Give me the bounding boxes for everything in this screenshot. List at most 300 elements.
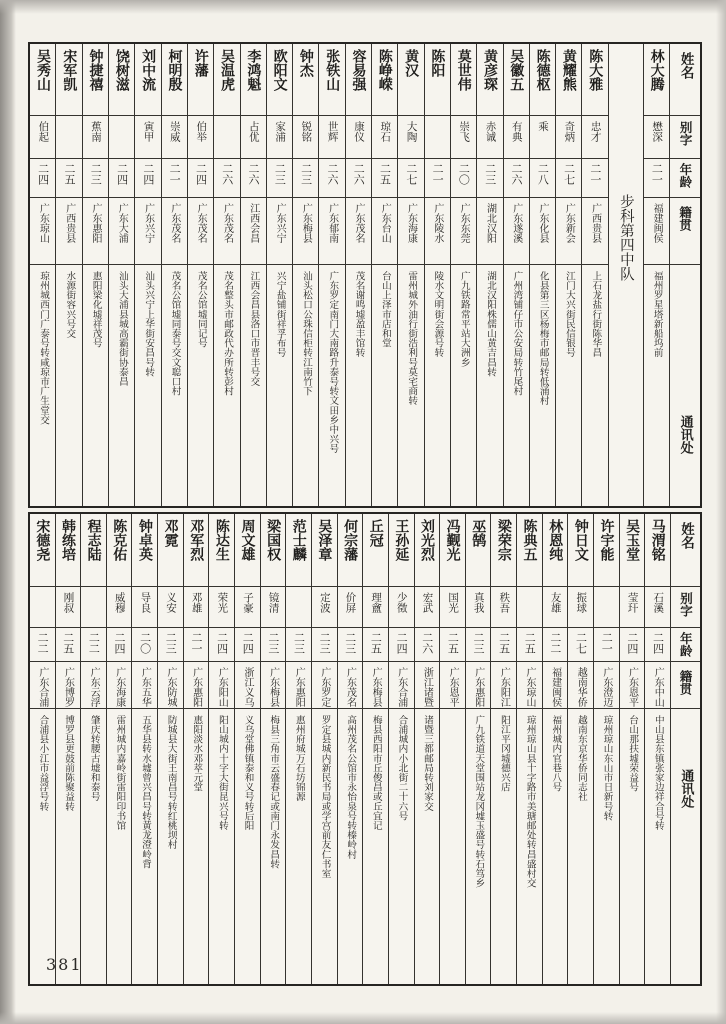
person-age-text: 二五 (62, 163, 76, 185)
person-column (131, 514, 157, 984)
person-origin-text: 浙江义乌 (241, 667, 253, 707)
person-name-text: 邓军烈 (188, 519, 205, 561)
person-origin (56, 662, 81, 709)
person-origin-text: 广东澄迈 (600, 667, 612, 707)
person-origin-text: 广东罗定 (318, 667, 330, 707)
person-address (132, 709, 157, 984)
person-origin (81, 662, 106, 709)
person-origin (162, 198, 187, 265)
person-address-text: 阳江平冈墟德兴店 (498, 715, 510, 792)
person-age-text: 二四 (651, 632, 665, 654)
person-origin (319, 198, 344, 265)
person-age-text: 二六 (247, 163, 261, 185)
person-alias (286, 587, 311, 628)
person-alias-text: 定波 (318, 592, 331, 613)
person-address (162, 265, 187, 506)
header-cell-age (670, 159, 700, 198)
header-cell-alias-text: 别字 (678, 592, 694, 617)
person-age (241, 159, 266, 198)
person-address-text: 合浦城内小北街二十六号 (396, 715, 408, 821)
person-name (556, 44, 581, 116)
person-address-text: 罗定县城内新民书局或学宫前友仁书室 (319, 715, 331, 879)
person-address (582, 265, 607, 506)
person-column (292, 44, 318, 506)
person-name-text: 巫鹄 (470, 519, 487, 547)
person-address-text: 惠州府城万石坊锦源 (293, 715, 305, 802)
person-age (109, 159, 134, 198)
person-name (184, 514, 209, 587)
person-age (543, 628, 568, 662)
person-alias-text: 宏武 (421, 592, 434, 613)
person-address-text: 中山县东镇张家边祥合号转 (652, 715, 664, 831)
person-address (346, 265, 371, 506)
person-origin (30, 198, 55, 265)
person-origin (338, 662, 363, 709)
person-age (56, 159, 81, 198)
person-age (389, 628, 414, 662)
person-origin (517, 662, 542, 709)
person-name-text: 丘冠 (367, 519, 384, 547)
person-address (504, 265, 529, 506)
person-origin-text: 福建闽侯 (549, 667, 561, 707)
person-age-text: 二六 (220, 163, 234, 185)
person-column (82, 44, 108, 506)
scan-edge-shadow-bottom (0, 1012, 726, 1024)
person-name (568, 514, 593, 587)
person-origin (645, 662, 670, 709)
header-column (669, 44, 700, 506)
person-origin-text: 广东遂溪 (510, 203, 522, 243)
person-name-text: 莫世伟 (455, 49, 472, 91)
person-address-text: 上石龙盐行街陈华昌 (590, 271, 602, 358)
person-age (135, 159, 160, 198)
person-origin (109, 198, 134, 265)
person-alias (209, 587, 234, 628)
person-alias (319, 116, 344, 159)
person-age-text: 二四 (241, 632, 255, 654)
person-name-text: 宋军凯 (61, 49, 78, 91)
person-name-text: 王孙延 (393, 519, 410, 561)
person-origin-text: 湖北汉阳 (484, 203, 496, 243)
person-name-text: 邓霓 (162, 519, 179, 547)
person-origin-text: 广西贵县 (63, 203, 75, 243)
person-origin (312, 662, 337, 709)
person-age-text: 二四 (194, 163, 208, 185)
person-origin (209, 662, 234, 709)
person-alias (363, 587, 388, 628)
person-name-text: 钟捷禧 (87, 49, 104, 91)
person-alias-text: 崇飞 (458, 121, 471, 142)
person-origin (267, 198, 292, 265)
person-alias-text: 友雄 (549, 592, 562, 613)
person-origin (451, 198, 476, 265)
person-address-text: 惠阳淡水邓萃元堂 (191, 715, 203, 792)
person-age (517, 628, 542, 662)
person-origin-text: 广东惠阳 (472, 667, 484, 707)
person-age-text: 二一 (431, 163, 445, 185)
person-column (157, 514, 183, 984)
person-address (241, 265, 266, 506)
person-address (56, 709, 81, 984)
person-name-text: 陈克佑 (111, 519, 128, 561)
person-age (209, 628, 234, 662)
person-name (135, 44, 160, 116)
person-origin (425, 198, 450, 265)
person-age (132, 628, 157, 662)
person-column (503, 44, 529, 506)
person-column (490, 514, 516, 984)
person-name (466, 514, 491, 587)
person-name (261, 514, 286, 587)
person-age (451, 159, 476, 198)
person-origin (466, 662, 491, 709)
person-origin-text: 广东恩平 (626, 667, 638, 707)
person-address-text: 琼州城西门广泰号转咸琼市广生堂交 (38, 271, 50, 425)
person-origin-text: 广东琼山 (523, 667, 535, 707)
person-age-text: 二六 (325, 163, 339, 185)
person-origin (241, 198, 266, 265)
person-origin-text: 广东阳山 (216, 667, 228, 707)
person-address (83, 265, 108, 506)
person-age (568, 628, 593, 662)
header-cell-age (671, 628, 700, 662)
person-alias-text: 家浦 (274, 121, 287, 142)
person-name-text: 何宗藩 (342, 519, 359, 561)
person-age-text: 二八 (536, 163, 550, 185)
person-address-text: 茂名谢鸣墟盈丰馆转 (353, 271, 365, 358)
person-name-text: 周文雄 (239, 519, 256, 561)
person-column (234, 514, 260, 984)
person-name (517, 514, 542, 587)
person-alias (398, 116, 423, 159)
person-origin-text: 广东台山 (379, 203, 391, 243)
person-name (346, 44, 371, 116)
person-column (643, 44, 669, 506)
person-address (214, 265, 239, 506)
person-alias-text: 镜清 (267, 592, 280, 613)
person-alias-text: 大陶 (405, 121, 418, 142)
person-alias (568, 587, 593, 628)
person-address (556, 265, 581, 506)
person-age (372, 159, 397, 198)
person-address-text: 雷州城内嘉岭街雷阳印书馆 (114, 715, 126, 831)
person-address (389, 709, 414, 984)
person-name-text: 许藩 (192, 49, 209, 77)
person-address-text: 茂名公馆墟同记号 (195, 271, 207, 348)
person-age-text: 二四 (625, 632, 639, 654)
person-alias (241, 116, 266, 159)
person-address-text: 梅县西阳市丘俊昌或丘宜记 (370, 715, 382, 831)
person-age (261, 628, 286, 662)
person-column (213, 44, 239, 506)
person-column (567, 514, 593, 984)
person-alias-text: 康仪 (352, 121, 365, 142)
person-column (371, 44, 397, 506)
person-origin (346, 198, 371, 265)
person-alias (543, 587, 568, 628)
person-name-text: 张铁山 (324, 49, 341, 91)
person-address (372, 265, 397, 506)
person-address (188, 265, 213, 506)
person-alias (135, 116, 160, 159)
person-alias-text: 琼石 (379, 121, 392, 142)
person-alias (477, 116, 502, 159)
person-address-text: 兴宁盐铺街祥孚布号 (274, 271, 286, 358)
person-origin-text: 广东梅县 (267, 667, 279, 707)
person-age-text: 二一 (168, 163, 182, 185)
person-origin (184, 662, 209, 709)
person-origin-text: 广东郁南 (326, 203, 338, 243)
person-name (319, 44, 344, 116)
person-name (56, 44, 81, 116)
scan-edge-shadow-left (0, 0, 16, 1024)
person-name (293, 44, 318, 116)
person-origin (415, 662, 440, 709)
header-cell-alias (670, 116, 700, 159)
person-age (530, 159, 555, 198)
person-name-text: 李鸿魁 (245, 49, 262, 91)
person-alias-text: 锐铭 (300, 121, 313, 142)
person-address-text: 台山那扶墟荣益号 (627, 715, 639, 792)
person-column (208, 514, 234, 984)
person-alias-text: 邓雄 (190, 592, 203, 613)
person-age (30, 159, 55, 198)
person-name-text: 范士麟 (290, 519, 307, 561)
person-age-text: 二四 (36, 163, 50, 185)
person-address-text: 陵水文明街会源号转 (432, 271, 444, 358)
person-age-text: 二三 (483, 163, 497, 185)
person-name (363, 514, 388, 587)
person-age-text: 二六 (352, 163, 366, 185)
person-address (491, 709, 516, 984)
person-age-text: 二七 (562, 163, 576, 185)
person-column (55, 514, 81, 984)
person-origin (132, 662, 157, 709)
person-origin-text: 广东五华 (139, 667, 151, 707)
person-alias (530, 116, 555, 159)
person-origin (30, 662, 55, 709)
person-address (415, 709, 440, 984)
person-address-text: 台山上泽市店和堂 (379, 271, 391, 348)
person-alias-text: 国光 (447, 592, 460, 613)
person-address-text: 汕头松口公珠信柜转江南竹下 (301, 271, 312, 396)
person-origin (440, 662, 465, 709)
person-column (424, 44, 450, 506)
person-origin (568, 662, 593, 709)
person-name-text: 梁荣宗 (495, 519, 512, 561)
person-alias (235, 587, 260, 628)
person-alias (466, 587, 491, 628)
person-address-text: 汕头大浦县城高霸街协泰昌 (116, 271, 128, 387)
person-alias (338, 587, 363, 628)
person-name-text: 柯明殷 (166, 49, 183, 91)
person-name-text: 吴玉堂 (624, 519, 641, 561)
person-column (516, 514, 542, 984)
person-age-text: 二五 (369, 632, 383, 654)
person-origin (56, 198, 81, 265)
person-address-text: 梅县三角市云盛春记或南门永发昌转 (268, 715, 280, 869)
person-alias-text: 奇炳 (563, 121, 576, 142)
person-address (30, 709, 55, 984)
person-age-text: 二〇 (138, 632, 152, 654)
header-column (670, 514, 700, 984)
person-age (425, 159, 450, 198)
person-origin-text: 广东东莞 (458, 203, 470, 243)
person-name-text: 陈大雅 (587, 49, 604, 91)
person-alias-text: 石溪 (652, 592, 665, 613)
person-age-text: 二四 (141, 163, 155, 185)
person-address-text: 福州罗星塔新船坞前 (651, 271, 663, 358)
person-name-text: 欧阳文 (271, 49, 288, 91)
person-origin-text: 广东茂名 (344, 667, 356, 707)
person-column (318, 44, 344, 506)
person-column (260, 514, 286, 984)
person-age (188, 159, 213, 198)
person-address-text: 惠阳梁化墟祥茂号 (90, 271, 102, 348)
person-address (81, 709, 106, 984)
person-age-text: 二一 (189, 632, 203, 654)
header-cell-name-text: 姓名 (677, 522, 694, 549)
person-name-text: 吴徽五 (508, 49, 525, 91)
person-name (644, 44, 669, 116)
person-origin-text: 广东博罗 (62, 667, 74, 707)
person-address-text: 福州城内官巷八号 (550, 715, 562, 792)
person-name (312, 514, 337, 587)
person-address (184, 709, 209, 984)
person-name (645, 514, 670, 587)
person-name-text: 韩练培 (60, 519, 77, 561)
person-name (440, 514, 465, 587)
person-origin (530, 198, 555, 265)
person-column (555, 44, 581, 506)
person-name-text: 冯觐光 (444, 519, 461, 561)
person-age-text: 二三 (292, 632, 306, 654)
person-name-text: 陈阳 (429, 49, 446, 77)
person-address-text: 义乌堂佛镇泰和义号转后阳 (242, 715, 254, 831)
person-age (158, 628, 183, 662)
person-origin (107, 662, 132, 709)
person-origin-text: 广东惠阳 (89, 203, 101, 243)
person-origin-text: 广东兴宁 (142, 203, 154, 243)
person-column (476, 44, 502, 506)
person-address-text: 湖北汉阳株儒山黄吉昌转 (485, 271, 497, 377)
person-age-text: 二一 (588, 163, 602, 185)
person-age (398, 159, 423, 198)
person-origin (504, 198, 529, 265)
person-origin-text: 广东恩平 (447, 667, 459, 707)
person-age (504, 159, 529, 198)
person-column (337, 514, 363, 984)
person-name-text: 黄耀熊 (560, 49, 577, 91)
person-column (106, 514, 132, 984)
person-name (188, 44, 213, 116)
person-alias-text: 导良 (139, 592, 152, 613)
person-origin-text: 广东云浮 (88, 667, 100, 707)
person-name-text: 钟杰 (297, 49, 314, 77)
person-alias-text: 世辉 (326, 121, 339, 142)
person-age-text: 二五 (61, 632, 75, 654)
person-age-text: 二五 (378, 163, 392, 185)
person-name-text: 梁国权 (265, 519, 282, 561)
person-column (30, 44, 55, 506)
person-alias (83, 116, 108, 159)
person-address (398, 265, 423, 506)
person-name (209, 514, 234, 587)
person-column (397, 44, 423, 506)
person-name (582, 44, 607, 116)
person-address (286, 709, 311, 984)
person-address (451, 265, 476, 506)
person-address (363, 709, 388, 984)
person-age-text: 二七 (574, 632, 588, 654)
header-cell-name (670, 44, 700, 116)
person-address (338, 709, 363, 984)
person-age (235, 628, 260, 662)
person-age (644, 159, 669, 198)
person-age-text: 二四 (215, 632, 229, 654)
person-age-text: 二〇 (457, 163, 471, 185)
person-alias (556, 116, 581, 159)
person-name-text: 黄汉 (403, 49, 420, 77)
person-origin-text: 广东茂名 (352, 203, 364, 243)
person-origin-text: 广西贵县 (589, 203, 601, 243)
header-cell-address-text: 通讯处 (677, 415, 693, 454)
person-address-text: 茂名整头市邮政代办所转彭村 (222, 271, 234, 396)
person-alias (30, 587, 55, 628)
header-cell-age-text: 年龄 (678, 632, 694, 657)
person-name-text: 陈达生 (213, 519, 230, 561)
person-name (56, 514, 81, 587)
person-alias (293, 116, 318, 159)
person-alias-text: 威穆 (113, 592, 126, 613)
person-age-text: 二七 (404, 163, 418, 185)
person-age-text: 二二 (36, 632, 50, 654)
person-origin (293, 198, 318, 265)
person-origin (644, 198, 669, 265)
person-alias (107, 587, 132, 628)
person-age (477, 159, 502, 198)
person-address-text: 雷州城外油行街浩利号莫宅商转 (406, 271, 418, 406)
scan-edge-shadow-right (716, 0, 726, 1024)
person-address-text: 江门大兴街民信银号 (563, 271, 575, 358)
person-column (30, 514, 55, 984)
person-alias-text: 占优 (247, 121, 260, 142)
person-origin (372, 198, 397, 265)
person-age (556, 159, 581, 198)
person-address (543, 709, 568, 984)
person-name-text: 钟卓英 (136, 519, 153, 561)
person-age-text: 二四 (395, 632, 409, 654)
person-address (267, 265, 292, 506)
person-age (346, 159, 371, 198)
person-address (293, 265, 318, 506)
person-name (372, 44, 397, 116)
person-name (214, 44, 239, 116)
person-column (362, 514, 388, 984)
person-name (162, 44, 187, 116)
person-origin-text: 广东兴宁 (274, 203, 286, 243)
person-alias-text: 赤诚 (484, 121, 497, 142)
person-column (183, 514, 209, 984)
person-address (594, 709, 619, 984)
person-address-text: 茂名公馆墟同泰号交文聪口村 (169, 271, 181, 396)
person-alias-text: 理盦 (370, 592, 383, 613)
person-address (109, 265, 134, 506)
person-age (620, 628, 645, 662)
person-name-text: 马渭铭 (649, 519, 666, 561)
header-cell-origin (671, 662, 700, 709)
person-origin-text: 广东防城 (165, 667, 177, 707)
